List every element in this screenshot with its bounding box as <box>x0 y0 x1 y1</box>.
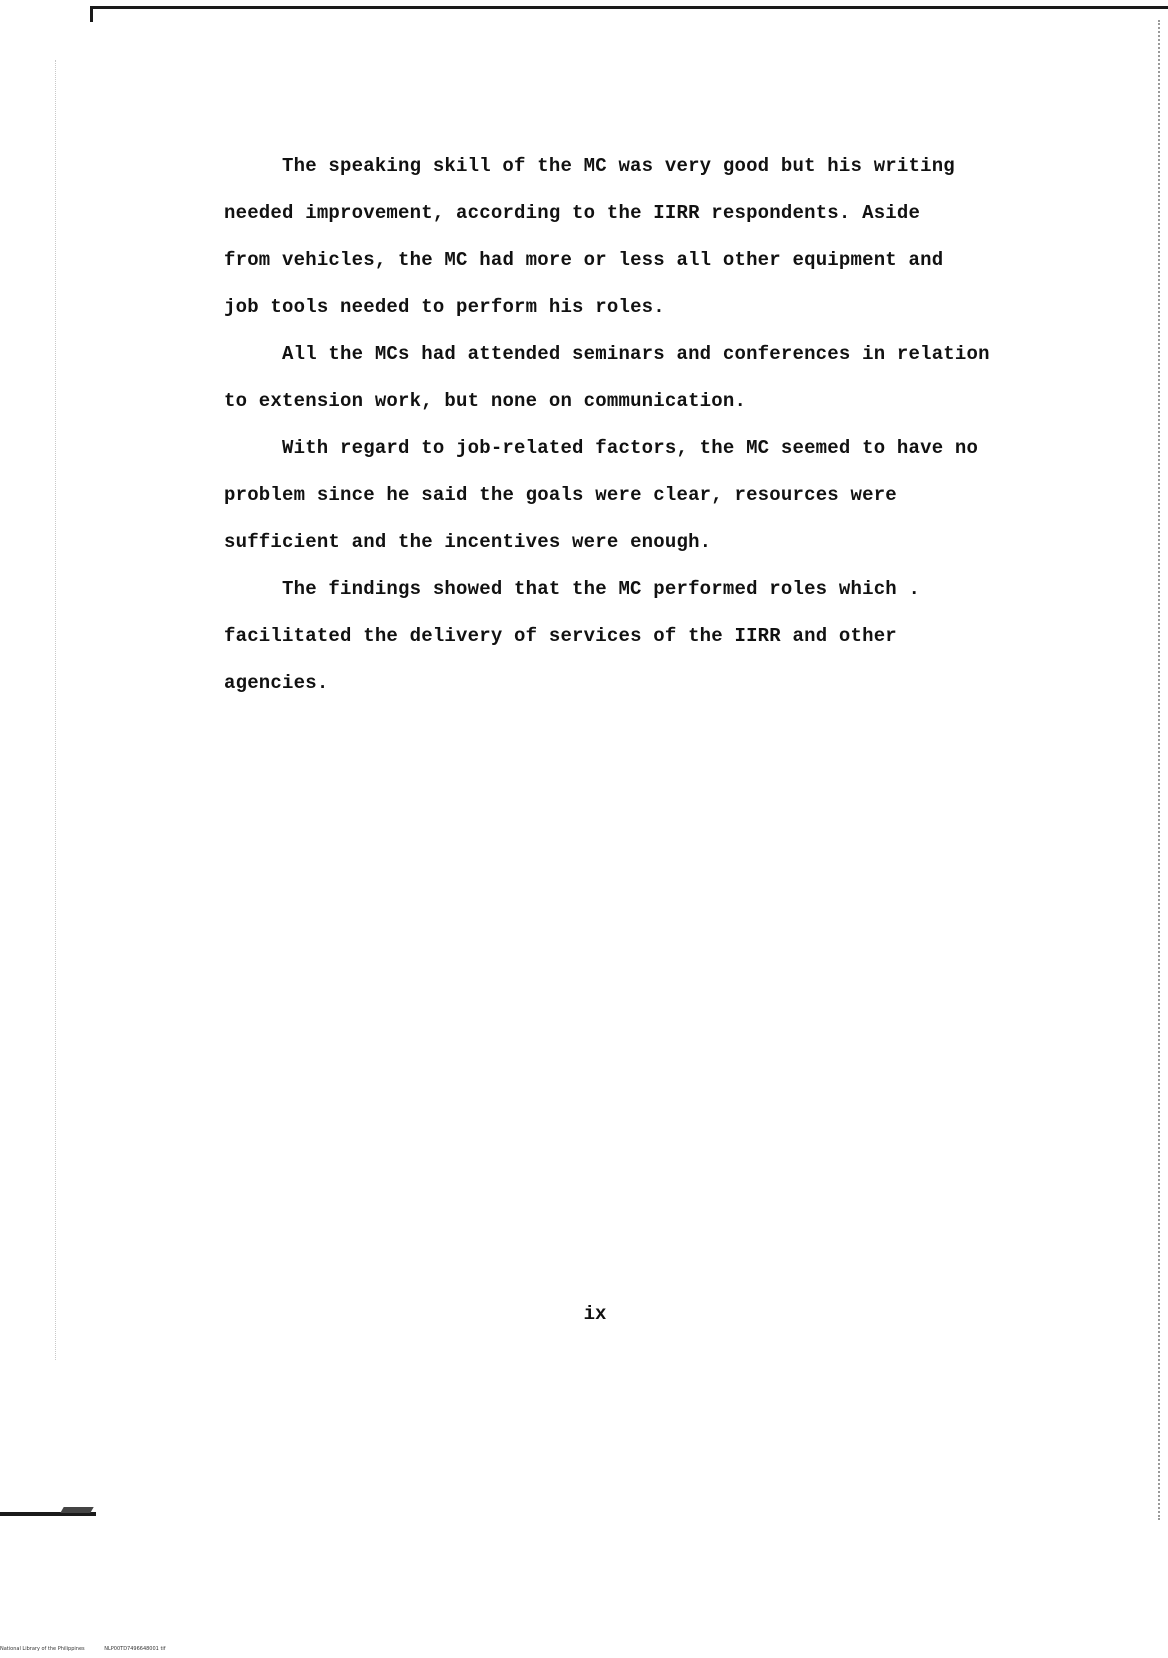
scan-footer <box>0 1646 420 1652</box>
text-line: sufficient and the incentives were enough. <box>224 531 712 553</box>
text-line: from vehicles, the MC had more or less all other equipment and <box>224 249 944 271</box>
text-line: The speaking skill of the MC was very good but his writing <box>282 155 955 177</box>
footer-source: National Library of the Philippines <box>0 1646 85 1652</box>
paragraph-job-factors <box>224 425 1024 566</box>
text-line: The findings showed that the MC performed roles which . <box>282 578 921 600</box>
text-line: With regard to job-related factors, the MC seemed to have no <box>282 437 979 459</box>
text-line: All the MCs had attended seminars and conferences in relation <box>282 343 990 365</box>
footer-file-id: NLP00TD7496648001 tif <box>104 1646 166 1652</box>
paragraph-seminars <box>224 331 1024 425</box>
left-margin-mark-tail <box>60 1507 93 1513</box>
text-line: job tools needed to perform his roles. <box>224 296 665 318</box>
text-line: needed improvement, according to the IIRR respondents. Aside <box>224 202 921 224</box>
text-line: to extension work, but none on communication. <box>224 390 747 412</box>
text-line: agencies. <box>224 672 329 694</box>
text-line: problem since he said the goals were clear, resources were <box>224 484 897 506</box>
paragraph-findings <box>224 566 1024 707</box>
right-scan-edge <box>1158 20 1160 1520</box>
body-text <box>224 143 1024 707</box>
page-number: ix <box>583 1303 607 1325</box>
text-line: facilitated the delivery of services of the IIRR and other <box>224 625 897 647</box>
left-scan-speckles <box>55 60 56 1360</box>
top-scan-corner <box>90 6 93 22</box>
paragraph-speaking-skill <box>224 143 1024 331</box>
top-scan-border <box>90 6 1168 9</box>
